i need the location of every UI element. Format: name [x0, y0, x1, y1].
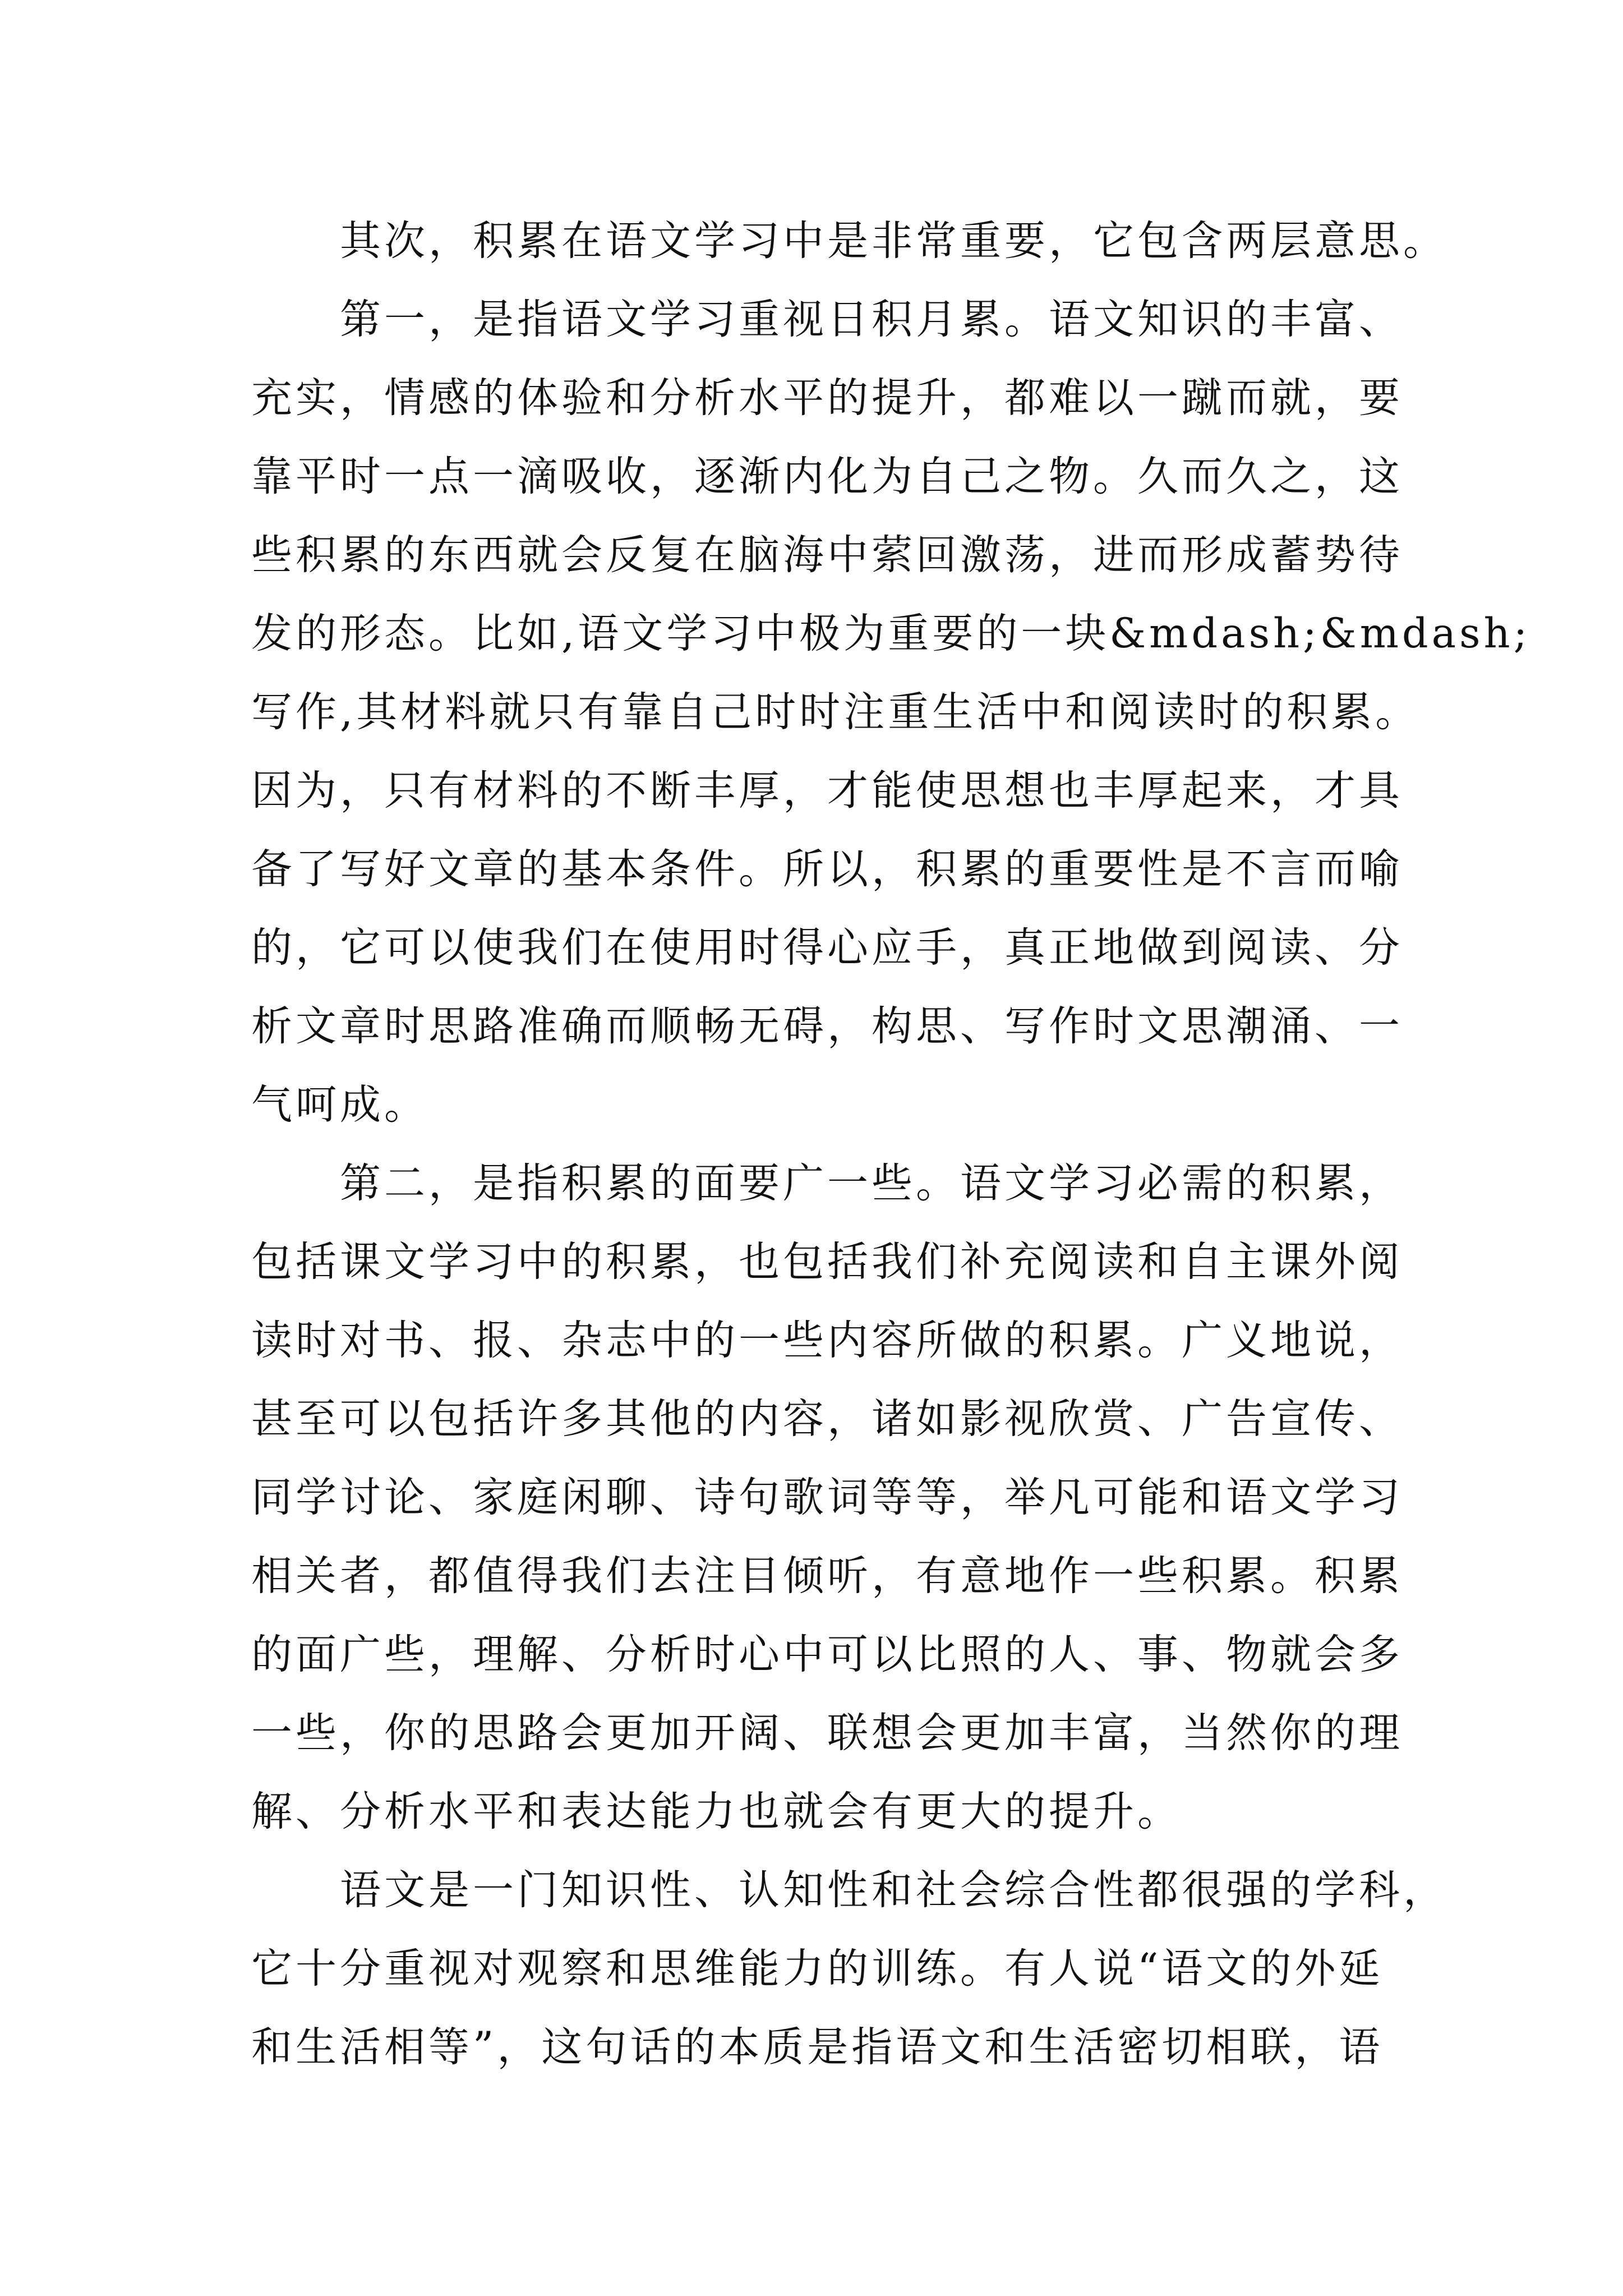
text-line: 相关者，都值得我们去注目倾听，有意地作一些积累。积累: [251, 1552, 1403, 1600]
text-line: 其次，积累在语文学习中是非常重要，它包含两层意思。: [251, 217, 1447, 265]
text-line: 同学讨论、家庭闲聊、诗句歌词等等，举凡可能和语文学习: [251, 1474, 1403, 1521]
text-line: 气呵成。: [251, 1081, 428, 1129]
text-line: 靠平时一点一滴吸收，逐渐内化为自己之物。久而久之，这: [251, 453, 1403, 500]
text-line: 解、分析水平和表达能力也就会有更大的提升。: [251, 1788, 1182, 1835]
text-line: 第一，是指语文学习重视日积月累。语文知识的丰富、: [251, 296, 1403, 343]
text-line: 充实，情感的体验和分析水平的提升，都难以一蹴而就，要: [251, 374, 1403, 422]
text-line: 因为，只有材料的不断丰厚，才能使思想也丰厚起来，才具: [251, 767, 1403, 815]
text-line: 和生活相等”，这句话的本质是指语文和生活密切相联，语: [251, 2023, 1384, 2071]
text-line: 的，它可以使我们在使用时得心应手，真正地做到阅读、分: [251, 924, 1403, 972]
text-line: 析文章时思路准确而顺畅无碍，构思、写作时文思潮涌、一: [251, 1002, 1403, 1050]
text-line: 第二，是指积累的面要广一些。语文学习必需的积累，: [251, 1159, 1403, 1207]
text-line: 包括课文学习中的积累，也包括我们补充阅读和自主课外阅: [251, 1238, 1403, 1286]
text-line: 语文是一门知识性、认知性和社会综合性都很强的学科，: [251, 1866, 1447, 1914]
text-line: 写作,其材料就只有靠自己时时注重生活中和阅读时的积累。: [251, 688, 1420, 736]
text-line: 甚至可以包括许多其他的内容，诸如影视欣赏、广告宣传、: [251, 1395, 1403, 1443]
text-line: 读时对书、报、杂志中的一些内容所做的积累。广义地说，: [251, 1317, 1403, 1364]
text-line: 一些，你的思路会更加开阔、联想会更加丰富，当然你的理: [251, 1709, 1403, 1757]
text-line: 它十分重视对观察和思维能力的训练。有人说“语文的外延: [251, 1945, 1384, 1993]
text-line: 些积累的东西就会反复在脑海中萦回激荡，进而形成蓄势待: [251, 531, 1403, 579]
text-line: 发的形态。比如,语文学习中极为重要的一块&mdash;&mdash;: [251, 610, 1531, 657]
text-line: 的面广些，理解、分析时心中可以比照的人、事、物就会多: [251, 1631, 1403, 1678]
text-line: 备了写好文章的基本条件。所以，积累的重要性是不言而喻: [251, 845, 1403, 893]
